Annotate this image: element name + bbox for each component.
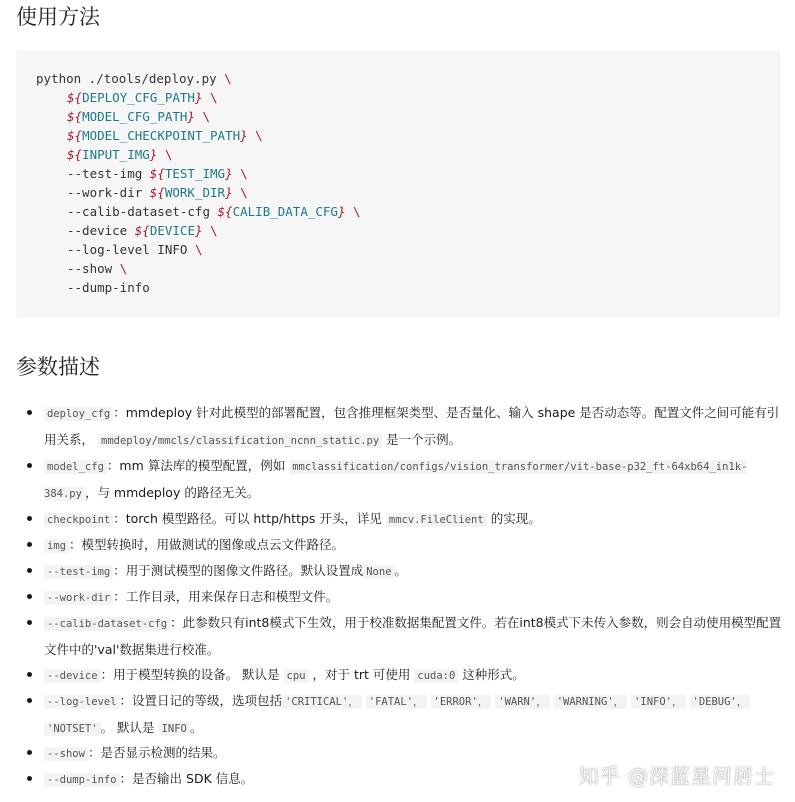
code-line-input-img: ${INPUT_IMG} \ bbox=[67, 147, 173, 162]
param-name: --show bbox=[44, 747, 88, 761]
param-option: 'WARN'， bbox=[495, 695, 549, 709]
param-option: 'ERROR'， bbox=[431, 695, 492, 709]
param-name: --dump-info bbox=[44, 773, 120, 787]
usage-heading: 使用方法 bbox=[16, 5, 100, 29]
code-line-work-dir: --work-dir ${WORK_DIR} \ bbox=[67, 185, 248, 200]
param-option: 'CRITICAL'， bbox=[282, 695, 362, 709]
param-example: cuda:0 bbox=[414, 669, 458, 683]
param-item-calib: --calib-dataset-cfg ：此参数只有int8模式下生效，用于校准数据集配置文件。若在int8模式下未传入参数，则会自动使用模型配置文件中的'val'数据集进行校准。 bbox=[44, 610, 784, 663]
code-line-dump-info: --dump-info bbox=[67, 280, 150, 295]
params-heading: 参数描述 bbox=[16, 355, 100, 379]
param-name: --work-dir bbox=[44, 591, 113, 605]
param-example: mmdeploy/mmcls/classification_ncnn_static.py bbox=[98, 434, 382, 448]
param-option: 'INFO'， bbox=[631, 695, 685, 709]
watermark: 知乎 @深蓝星河居士 bbox=[578, 764, 775, 788]
param-name: --test-img bbox=[44, 565, 113, 579]
param-item-test-img: --test-img ：用于测试模型的图像文件路径。默认设置成 None 。 bbox=[44, 558, 784, 585]
param-example: mmcv.FileClient bbox=[386, 513, 487, 527]
param-item-log-level: --log-level ：设置日记的等级，选项包括 'CRITICAL'， 'FATAL'， 'ERROR'， 'WARN'， 'WARNING'， 'INFO'， 'DEBUG'， 'NOTSET' 。 默认是 INFO 。 bbox=[44, 688, 784, 742]
param-option: 'WARNING'， bbox=[554, 695, 627, 709]
code-line-command: python ./tools/deploy.py \ bbox=[36, 71, 232, 86]
code-line-model-cfg: ${MODEL_CFG_PATH} \ bbox=[67, 109, 211, 124]
code-line-log-level: --log-level INFO \ bbox=[67, 242, 203, 257]
code-line-deploy-cfg: ${DEPLOY_CFG_PATH} \ bbox=[67, 90, 218, 105]
param-example: cpu bbox=[284, 669, 309, 683]
param-example: INFO bbox=[159, 722, 190, 736]
param-option: 'NOTSET' bbox=[44, 722, 101, 736]
param-item-dump-info: --dump-info ：是否输出 SDK 信息。 bbox=[44, 766, 784, 793]
param-name: deploy_cfg bbox=[44, 407, 113, 421]
code-line-show: --show \ bbox=[67, 261, 128, 276]
param-option: 'FATAL'， bbox=[366, 695, 427, 709]
param-name: img bbox=[44, 539, 69, 553]
code-line-checkpoint: ${MODEL_CHECKPOINT_PATH} \ bbox=[67, 128, 263, 143]
param-item-work-dir: --work-dir ：工作目录，用来保存日志和模型文件。 bbox=[44, 584, 784, 611]
param-option: 'DEBUG'， bbox=[690, 695, 751, 709]
param-name: --calib-dataset-cfg bbox=[44, 617, 170, 631]
param-item-img: img ：模型转换时，用做测试的图像或点云文件路径。 bbox=[44, 532, 784, 559]
param-name: checkpoint bbox=[44, 513, 113, 527]
param-item-deploy-cfg: deploy_cfg ：mmdeploy 针对此模型的部署配置，包含推理框架类型、是否量化、输入 shape 是否动态等。配置文件之间可能有引用关系， mmdeploy/mmcls/classification_ncnn_static.py 是一个示例。 bbox=[44, 400, 784, 454]
code-line-device: --device ${DEVICE} \ bbox=[67, 223, 218, 238]
param-example: mmclassification/configs/vision_transformer/vit-base-p32_ft-64xb64_in1k-384.py bbox=[44, 461, 748, 500]
code-block bbox=[16, 50, 781, 318]
param-name: --device bbox=[44, 669, 101, 683]
code-line-calib: --calib-dataset-cfg ${CALIB_DATA_CFG} \ bbox=[67, 204, 361, 219]
param-item-show: --show ：是否显示检测的结果。 bbox=[44, 740, 784, 767]
param-name: model_cfg bbox=[44, 460, 107, 474]
param-item-checkpoint: checkpoint ：torch 模型路径。可以 http/https 开头，详见 mmcv.FileClient 的实现。 bbox=[44, 506, 784, 533]
param-example: None bbox=[363, 565, 394, 579]
param-item-model-cfg: model_cfg ：mm 算法库的模型配置，例如 mmclassification/configs/vision_transformer/vit-base-p32_ft-64xb64_in1k-384.py ，与 mmdeploy 的路径无关。 bbox=[44, 453, 784, 507]
param-item-device: --device ：用于模型转换的设备。 默认是 cpu ，对于 trt 可使用 cuda:0 这种形式。 bbox=[44, 662, 784, 689]
code-line-test-img: --test-img ${TEST_IMG} \ bbox=[67, 166, 248, 181]
param-name: --log-level bbox=[44, 695, 120, 709]
